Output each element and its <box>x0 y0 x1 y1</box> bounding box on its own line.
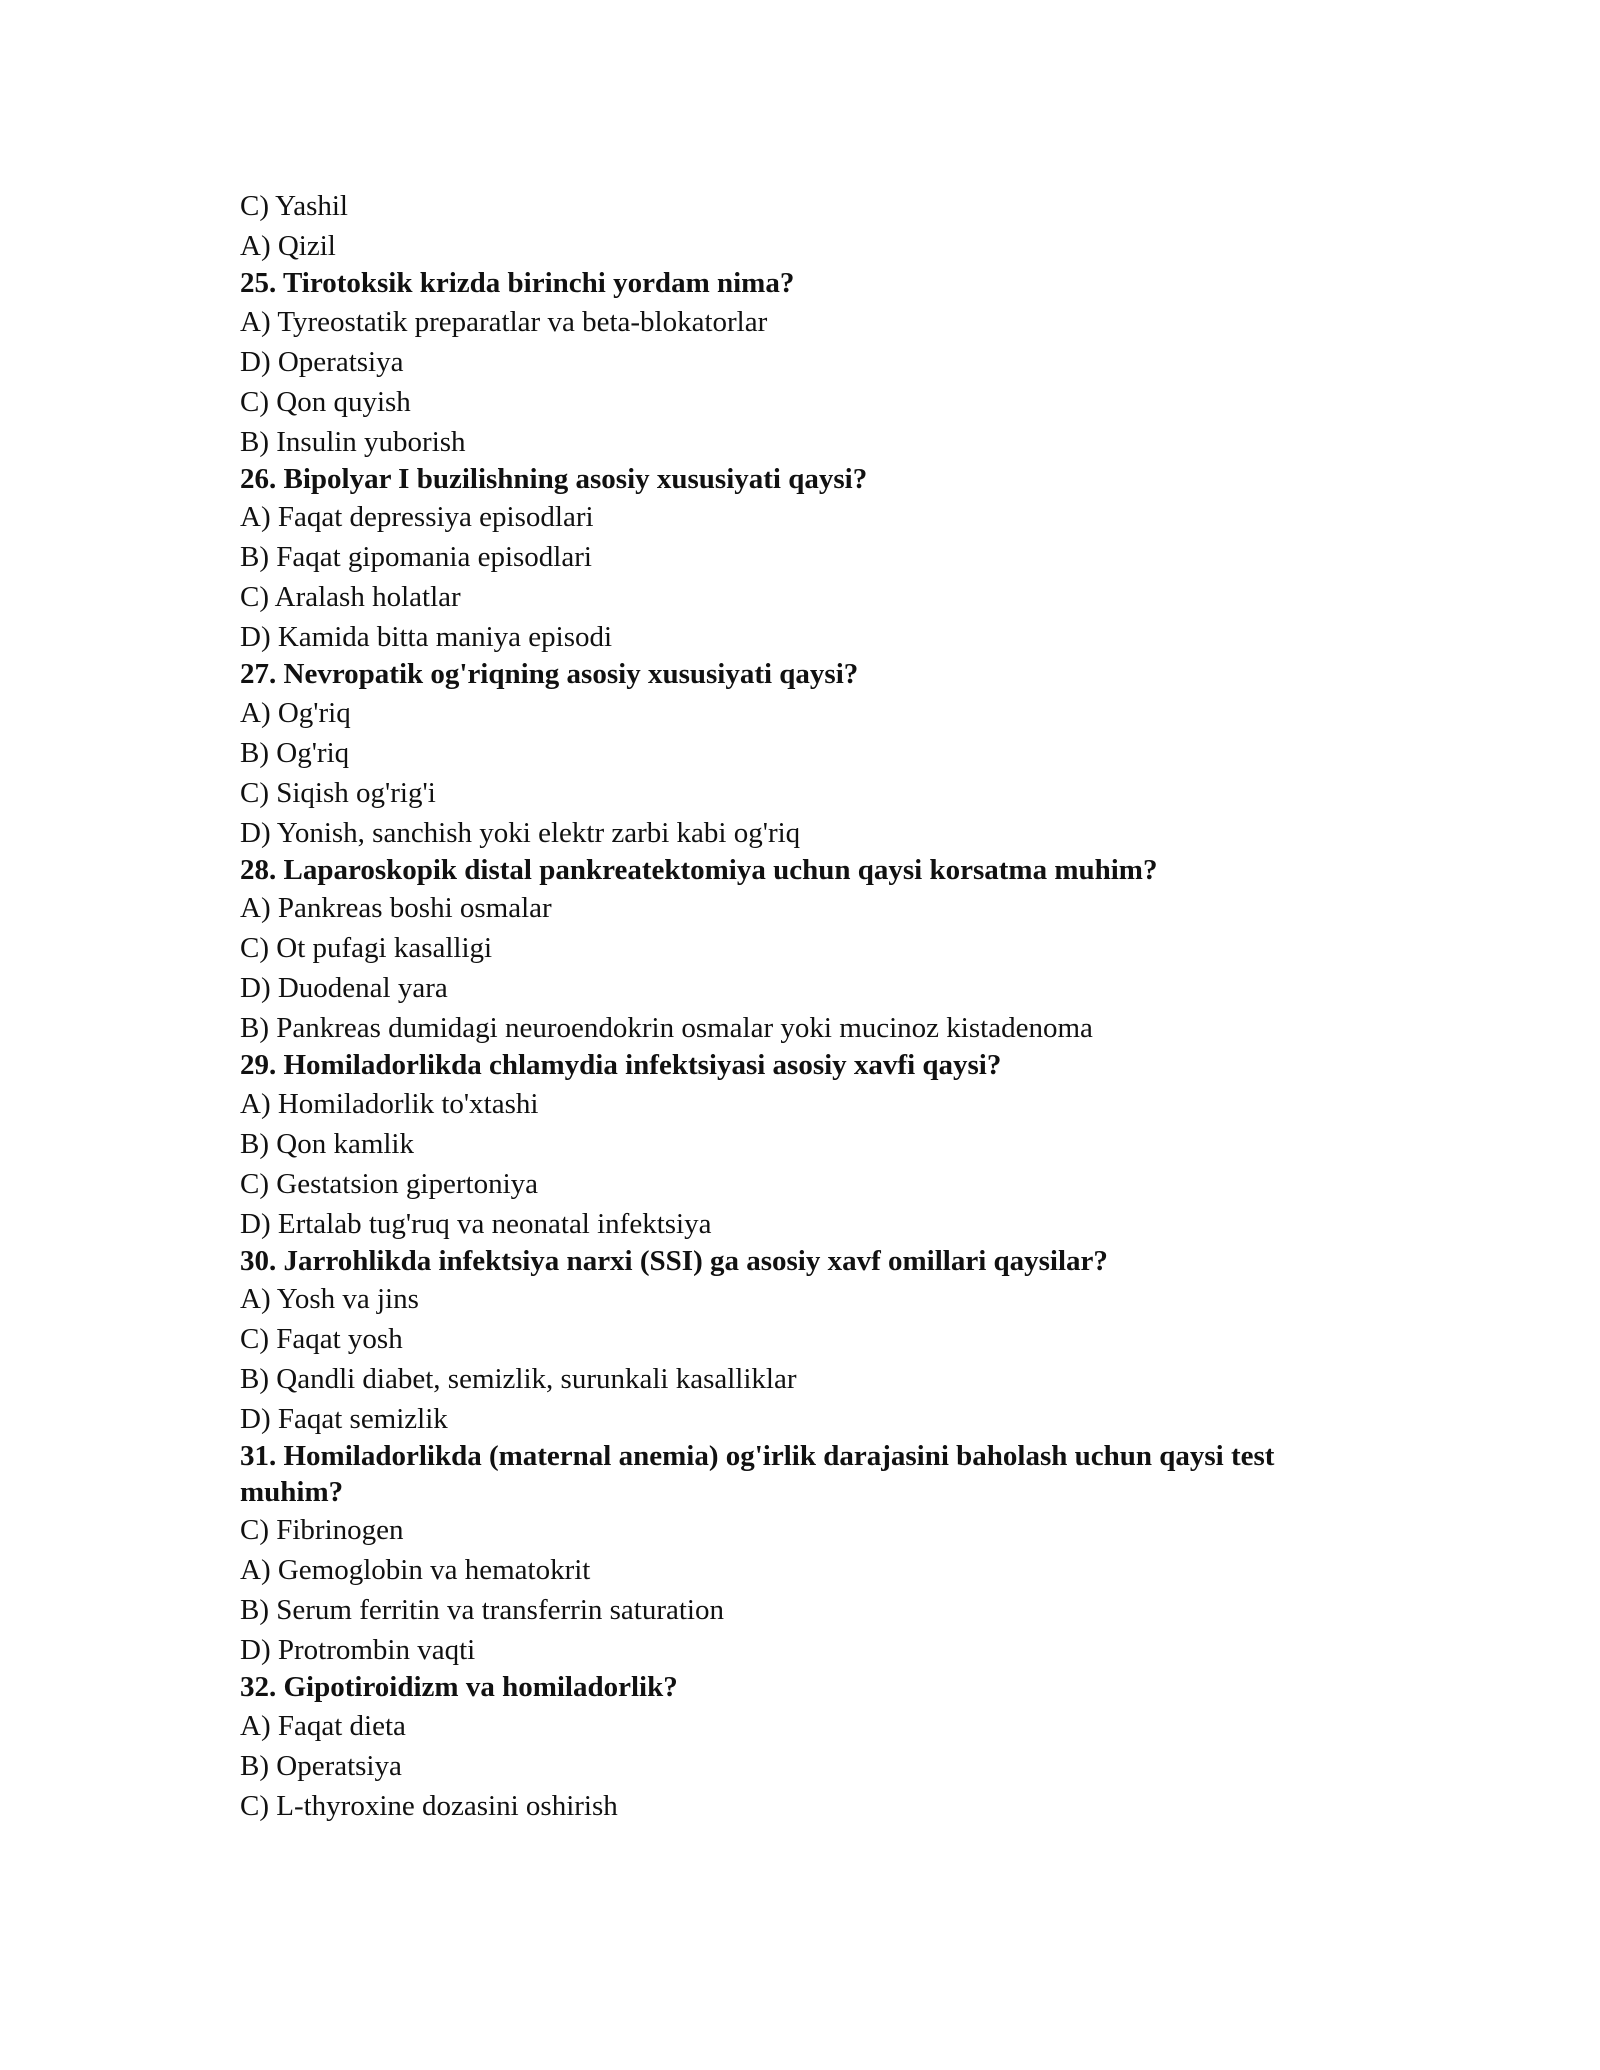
question-block-25 <box>240 266 1380 462</box>
question-block-30 <box>240 1244 1380 1440</box>
option: B) Serum ferritin va transferrin saturation <box>240 1594 724 1626</box>
option: D) Faqat semizlik <box>240 1403 448 1435</box>
question-block-28 <box>240 853 1380 1049</box>
question-text: 26. Bipolyar I buzilishning asosiy xususiyati qaysi? <box>240 462 868 495</box>
question-block-32 <box>240 1670 1380 1826</box>
option: C) Qon quyish <box>240 385 411 418</box>
option: A) Gemoglobin va hematokrit <box>240 1554 591 1586</box>
option: C) Aralash holatlar <box>240 581 461 613</box>
option: A) Tyreostatik preparatlar va beta-blokatorlar <box>240 305 768 338</box>
option: A) Og'riq <box>240 696 351 729</box>
option: C) Fibrinogen <box>240 1514 404 1546</box>
question-text: 30. Jarrohlikda infektsiya narxi (SSI) ga asosiy xavf omillari qaysilar? <box>240 1244 1108 1277</box>
option: D) Ertalab tug'ruq va neonatal infektsiya <box>240 1207 712 1240</box>
question-text: 27. Nevropatik og'riqning asosiy xususiyati qaysi? <box>240 658 859 690</box>
option: D) Operatsiya <box>240 345 404 378</box>
question-text: 28. Laparoskopik distal pankreatektomiya uchun qaysi korsatma muhim? <box>240 853 1158 886</box>
option: A) Homiladorlik to'xtashi <box>240 1087 539 1120</box>
option: A) Qizil <box>240 230 336 262</box>
option: A) Yosh va jins <box>240 1283 419 1315</box>
option: B) Pankreas dumidagi neuroendokrin osmalar yoki mucinoz kistadenoma <box>240 1012 1093 1044</box>
option: C) Siqish og'rig'i <box>240 776 436 809</box>
option: D) Yonish, sanchish yoki elektr zarbi kabi og'riq <box>240 816 801 849</box>
option: A) Pankreas boshi osmalar <box>240 892 552 924</box>
option: B) Insulin yuborish <box>240 425 466 458</box>
option: C) Faqat yosh <box>240 1323 403 1355</box>
question-text: 32. Gipotiroidizm va homiladorlik? <box>240 1671 678 1703</box>
option: B) Og'riq <box>240 736 350 769</box>
option: A) Faqat depressiya episodlari <box>240 501 594 533</box>
question-text: 31. Homiladorlikda (maternal anemia) og'irlik darajasini baholash uchun qaysi test muhim? <box>240 1440 1275 1508</box>
option: B) Faqat gipomania episodlari <box>240 541 592 573</box>
leading-options <box>240 186 1380 266</box>
question-block-27 <box>240 657 1380 853</box>
question-text: 25. Tirotoksik krizda birinchi yordam nima? <box>240 267 795 299</box>
question-block-26 <box>240 462 1380 658</box>
option: B) Operatsiya <box>240 1749 402 1782</box>
option: D) Protrombin vaqti <box>240 1634 476 1666</box>
option: D) Duodenal yara <box>240 972 448 1004</box>
question-block-29 <box>240 1048 1380 1244</box>
option: B) Qandli diabet, semizlik, surunkali kasalliklar <box>240 1363 797 1395</box>
quiz-content <box>240 186 1380 1826</box>
question-block-31 <box>240 1439 1380 1670</box>
option: C) L-thyroxine dozasini oshirish <box>240 1789 618 1822</box>
option: C) Ot pufagi kasalligi <box>240 932 493 964</box>
option: B) Qon kamlik <box>240 1127 414 1160</box>
option: A) Faqat dieta <box>240 1709 406 1742</box>
question-text: 29. Homiladorlikda chlamydia infektsiyasi asosiy xavfi qaysi? <box>240 1049 1002 1081</box>
option: D) Kamida bitta maniya episodi <box>240 621 613 653</box>
option: C) Yashil <box>240 190 348 222</box>
option: C) Gestatsion gipertoniya <box>240 1167 539 1200</box>
